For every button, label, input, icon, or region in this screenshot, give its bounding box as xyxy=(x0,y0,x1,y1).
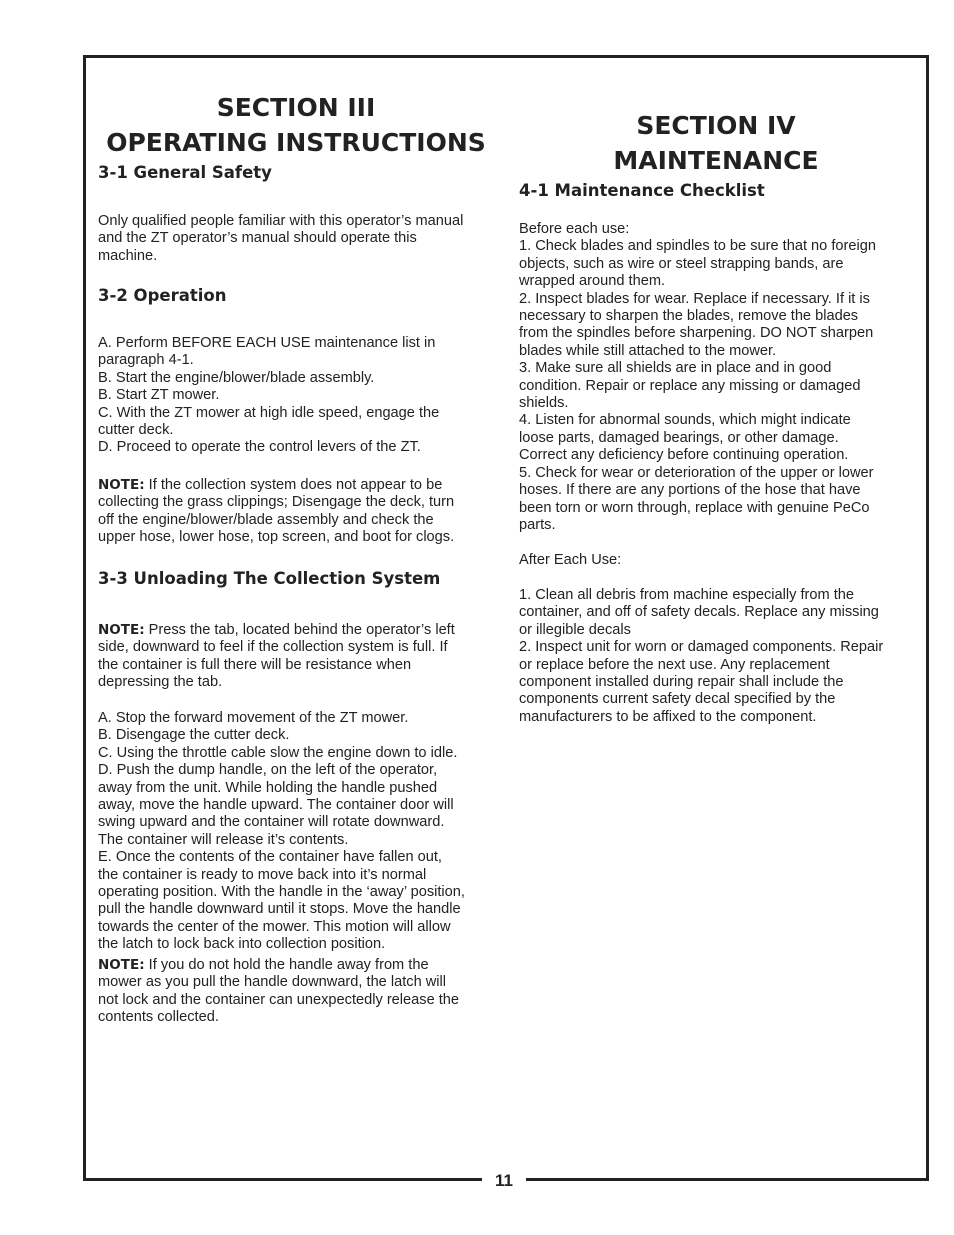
text-line: from the spindles before sharpening. DO NOT sharpen xyxy=(519,325,874,342)
note-text: If the collection system does not appear to be xyxy=(144,477,443,493)
text-line: upper hose, lower hose, top screen, and boot for clogs. xyxy=(98,529,455,546)
note-label: NOTE: xyxy=(98,622,145,638)
operation-steps xyxy=(98,335,439,457)
maintenance-title: MAINTENANCE xyxy=(613,146,819,175)
unloading-heading: 3-3 Unloading The Collection System xyxy=(98,569,441,588)
text-line: 1. Clean all debris from machine especially from the xyxy=(519,587,854,603)
after-each-use-label xyxy=(519,552,621,569)
text-line: component installed during repair shall include the xyxy=(519,674,844,691)
text-line: away, move the handle upward. The container door will xyxy=(98,797,454,814)
text-line: The container will release it’s contents. xyxy=(98,831,349,848)
text-line: contents collected. xyxy=(98,1009,219,1026)
text-line: loose parts, damaged bearings, or other damage. xyxy=(519,429,839,446)
text-line: away from the unit. While holding the handle pushed xyxy=(98,779,438,796)
text-line: been torn or worn through, replace with genuine PeCo xyxy=(519,499,870,516)
text-line: 3. Make sure all shields are in place and in good xyxy=(519,360,832,377)
text-line: condition. Repair or replace any missing or damaged xyxy=(519,377,861,394)
page-number: 11 xyxy=(495,1171,513,1190)
text-line: operating position. With the handle in the ‘away’ position, xyxy=(98,884,465,901)
after-each-use-list xyxy=(519,587,883,726)
text-line: D. Push the dump handle, on the left of the operator, xyxy=(98,762,438,779)
text-line: shields. xyxy=(519,395,569,412)
text-line: cutter deck. xyxy=(98,422,174,439)
text-line: collecting the grass clippings; Disengage the deck, turn xyxy=(98,494,455,511)
note-label: NOTE: xyxy=(98,957,145,973)
text-line: A. Stop the forward movement of the ZT mower. xyxy=(98,710,409,726)
operation-heading: 3-2 Operation xyxy=(98,286,227,305)
maintenance-checklist-heading: 4-1 Maintenance Checklist xyxy=(519,181,765,200)
text-line: side, downward to feel if the collection system is full. If xyxy=(98,639,448,656)
text-line: After Each Use: xyxy=(519,552,622,568)
section-iii-title: SECTION III xyxy=(216,93,376,122)
text-line: components current safety decal specified by the xyxy=(519,691,836,708)
text-line: or replace before the next use. Any replacement xyxy=(519,656,830,673)
text-line: D. Proceed to operate the control levers of the ZT. xyxy=(98,439,421,456)
unloading-steps xyxy=(98,710,465,954)
text-line: hoses. If there are any portions of the hose that have xyxy=(519,482,861,499)
text-line: C. Using the throttle cable slow the engine down to idle. xyxy=(98,744,458,761)
text-line: and the ZT operator’s manual should operate this xyxy=(98,230,417,247)
note-label: NOTE: xyxy=(98,477,145,493)
text-line: B. Start the engine/blower/blade assembly. xyxy=(98,369,375,386)
before-each-use-list xyxy=(519,221,876,534)
text-line: Before each use: xyxy=(519,221,630,237)
section-iv-title: SECTION IV xyxy=(636,111,796,140)
text-line: 1. Check blades and spindles to be sure that no foreign xyxy=(519,238,876,255)
general-safety-text xyxy=(98,213,463,265)
text-line: manufacturers to be affixed to the component. xyxy=(519,708,817,725)
text-line: 5. Check for wear or deterioration of the upper or lower xyxy=(519,464,874,481)
text-line: pull the handle downward until it stops. Move the handle xyxy=(98,901,461,918)
text-line: the container is ready to move back into it’s normal xyxy=(98,866,427,883)
text-line: mower as you pull the handle downward, the latch will xyxy=(98,974,447,991)
operating-instructions-title: OPERATING INSTRUCTIONS xyxy=(106,128,486,157)
text-line: the container is full there will be resistance when xyxy=(98,656,412,673)
text-line: B. Start ZT mower. xyxy=(98,387,220,404)
general-safety-heading: 3-1 General Safety xyxy=(98,163,272,182)
text-line: or illegible decals xyxy=(519,621,631,638)
unloading-note-1 xyxy=(98,622,455,692)
page-number-box xyxy=(482,1168,526,1194)
text-line: C. With the ZT mower at high idle speed, engage the xyxy=(98,404,440,421)
text-line: paragraph 4-1. xyxy=(98,352,194,369)
text-line: wrapped around them. xyxy=(519,273,666,290)
note-text: If you do not hold the handle away from the xyxy=(144,957,429,973)
text-line: 2. Inspect unit for worn or damaged components. Repair xyxy=(519,639,884,656)
text-line: A. Perform BEFORE EACH USE maintenance list in xyxy=(98,335,436,351)
text-line: not lock and the container can unexpectedly release the xyxy=(98,991,460,1008)
text-line: the latch to lock back into collection position. xyxy=(98,936,386,953)
text-line: Correct any deficiency before continuing operation. xyxy=(519,447,849,464)
text-line: 4. Listen for abnormal sounds, which might indicate xyxy=(519,412,851,429)
text-line: B. Disengage the cutter deck. xyxy=(98,727,290,744)
text-line: machine. xyxy=(98,247,158,264)
text-line: necessary to sharpen the blades, remove the blades xyxy=(519,308,859,325)
note-text: Press the tab, located behind the operator’s left xyxy=(144,622,455,638)
text-line: towards the center of the mower. This motion will allow xyxy=(98,918,451,935)
text-line: Only qualified people familiar with this operator’s manual xyxy=(98,213,464,229)
operation-note xyxy=(98,477,454,547)
text-line: depressing the tab. xyxy=(98,674,223,691)
text-line: blades while still attached to the mower. xyxy=(519,342,777,359)
text-line: E. Once the contents of the container have fallen out, xyxy=(98,849,442,866)
text-line: off the engine/blower/blade assembly and check the xyxy=(98,511,434,528)
text-line: swing upward and the container will rotate downward. xyxy=(98,814,445,831)
text-line: 2. Inspect blades for wear. Replace if necessary. If it is xyxy=(519,290,870,307)
unloading-note-2 xyxy=(98,957,459,1027)
text-line: parts. xyxy=(519,516,556,533)
text-line: container, and off of safety decals. Replace any missing xyxy=(519,604,879,621)
text-line: objects, such as wire or steel strapping bands, are xyxy=(519,255,844,272)
